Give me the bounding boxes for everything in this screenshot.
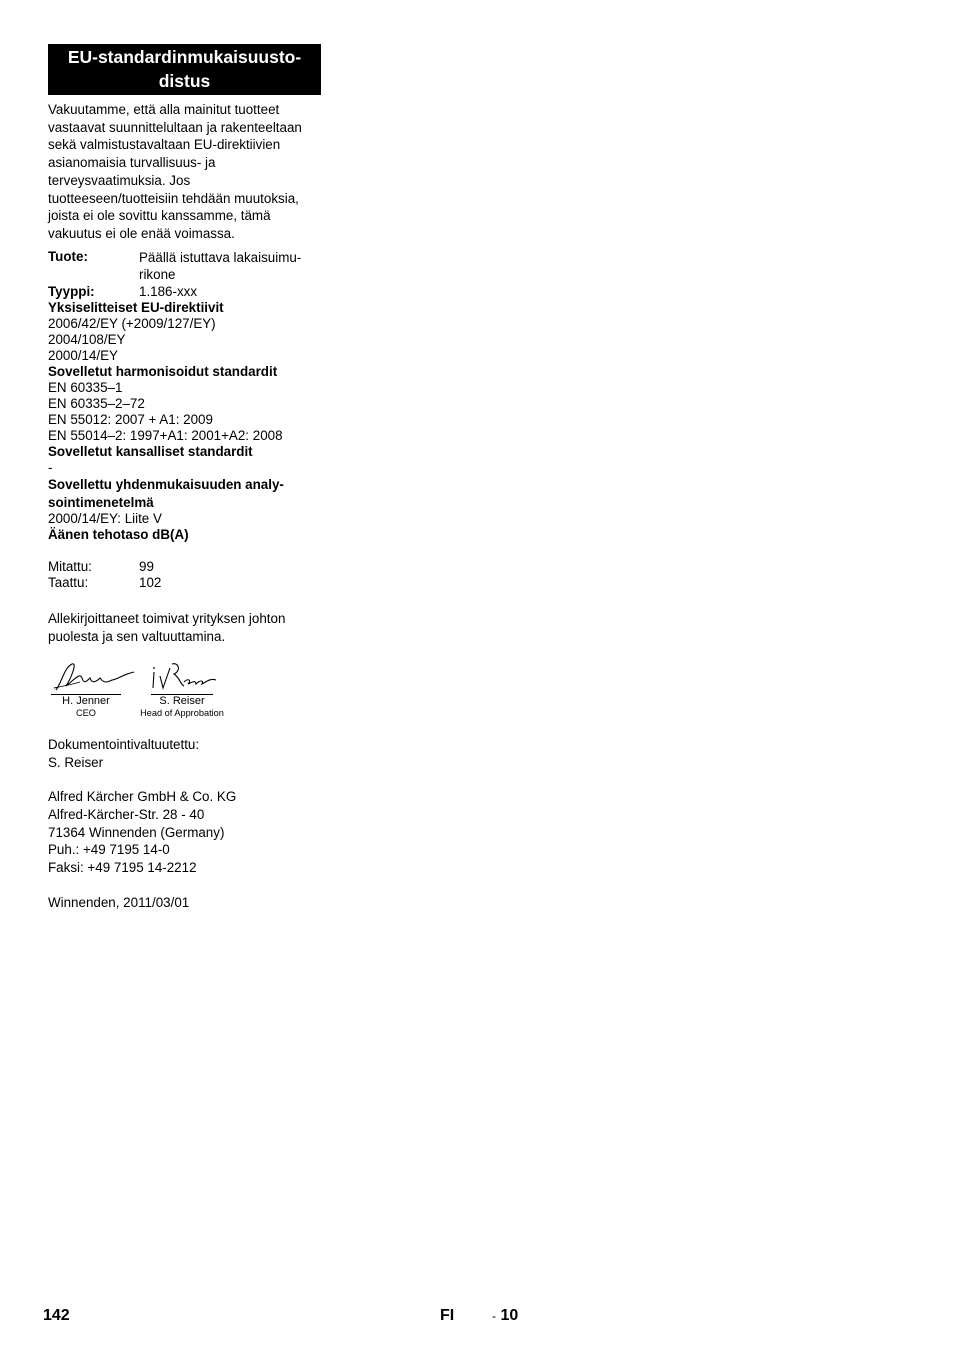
- address-line: Alfred-Kärcher-Str. 28 - 40: [48, 806, 205, 822]
- conformity-heading-line: sointimenetelmä: [48, 494, 154, 510]
- product-label: Tuote:: [48, 248, 88, 264]
- measured-label: Mitattu:: [48, 559, 92, 575]
- product-value: [139, 249, 321, 284]
- product-value-line: rikone: [139, 267, 176, 283]
- signature-block: [48, 660, 321, 722]
- address-line: Faksi: +49 7195 14-2212: [48, 860, 197, 876]
- harmonized-heading: Sovelletut harmonisoidut standardit: [48, 364, 278, 380]
- title-line: EU-standardinmukaisuusto-: [67, 47, 302, 67]
- signature-jenner: [50, 660, 122, 719]
- signatory-role: CEO: [76, 707, 96, 718]
- standard-item: EN 55012: 2007 + A1: 2009: [48, 412, 213, 428]
- measured-row: [48, 559, 321, 575]
- conformity-heading-line: Sovellettu yhdenmukaisuuden analy-: [48, 477, 284, 493]
- handwritten-signature-icon: [146, 660, 218, 694]
- place-date: Winnenden, 2011/03/01: [48, 894, 190, 910]
- type-value: 1.186-xxx: [139, 284, 198, 300]
- section-dash: -: [492, 1309, 496, 1323]
- section-page-number: 10: [500, 1307, 519, 1324]
- directive-item: 2004/108/EY: [48, 332, 126, 348]
- documentation-label: Dokumentointivaltuutettu:: [48, 736, 200, 752]
- national-heading: Sovelletut kansalliset standardit: [48, 444, 253, 460]
- guaranteed-row: [48, 575, 321, 591]
- document-title: [48, 44, 321, 95]
- standard-item: EN 60335–2–72: [48, 396, 145, 412]
- directive-item: 2000/14/EY: [48, 348, 118, 364]
- signatory-name: S. Reiser: [159, 694, 205, 707]
- guaranteed-label: Taattu:: [48, 575, 89, 591]
- documentation-name: S. Reiser: [48, 754, 104, 770]
- type-label: Tyyppi:: [48, 284, 95, 300]
- address-line: Puh.: +49 7195 14-0: [48, 842, 170, 858]
- language-code: FI: [440, 1307, 455, 1324]
- guaranteed-value: 102: [139, 575, 162, 591]
- signature-reiser: [138, 660, 226, 719]
- section-page: [492, 1307, 518, 1325]
- product-row: [48, 249, 321, 284]
- standard-item: EN 60335–1: [48, 380, 123, 396]
- conformity-value: 2000/14/EY: Liite V: [48, 511, 162, 527]
- product-value-line: Päällä istuttava lakaisuimu-: [139, 249, 302, 265]
- intro-paragraph: Vakuutamme, että alla mainitut tuotteet vastaavat suunnittelultaan ja rakenteeltaan sekä valmistustavaltaan EU-direktiivien asianomaisia turvallisuus- ja terveysvaatimuksia. Jos tuotteeseen/tuotteisiin tehdään muutoksia, joista ei ole sovittu kanssamme, tämä vakuutus ei ole enää voimassa.: [48, 102, 302, 241]
- signatory-name: H. Jenner: [62, 694, 110, 707]
- declaration-column: [48, 44, 321, 911]
- directive-item: 2006/42/EY (+2009/127/EY): [48, 316, 216, 332]
- national-value: -: [48, 460, 53, 476]
- title-line: distus: [158, 71, 211, 91]
- conformity-heading: [48, 476, 321, 511]
- standard-item: EN 55014–2: 1997+A1: 2001+A2: 2008: [48, 428, 283, 444]
- address-line: 71364 Winnenden (Germany): [48, 824, 225, 840]
- address-line: Alfred Kärcher GmbH & Co. KG: [48, 789, 237, 805]
- signatory-role: Head of Approbation: [140, 707, 224, 718]
- directives-heading: Yksiselitteiset EU-direktiivit: [48, 300, 224, 316]
- handwritten-signature-icon: [50, 660, 136, 694]
- sound-heading: Äänen tehotaso dB(A): [48, 527, 189, 543]
- signatories-paragraph: Allekirjoittaneet toimivat yrityksen johton puolesta ja sen valtuuttamina.: [48, 611, 286, 645]
- type-row: [48, 284, 321, 300]
- page-number: 142: [43, 1307, 70, 1324]
- measured-value: 99: [139, 559, 154, 575]
